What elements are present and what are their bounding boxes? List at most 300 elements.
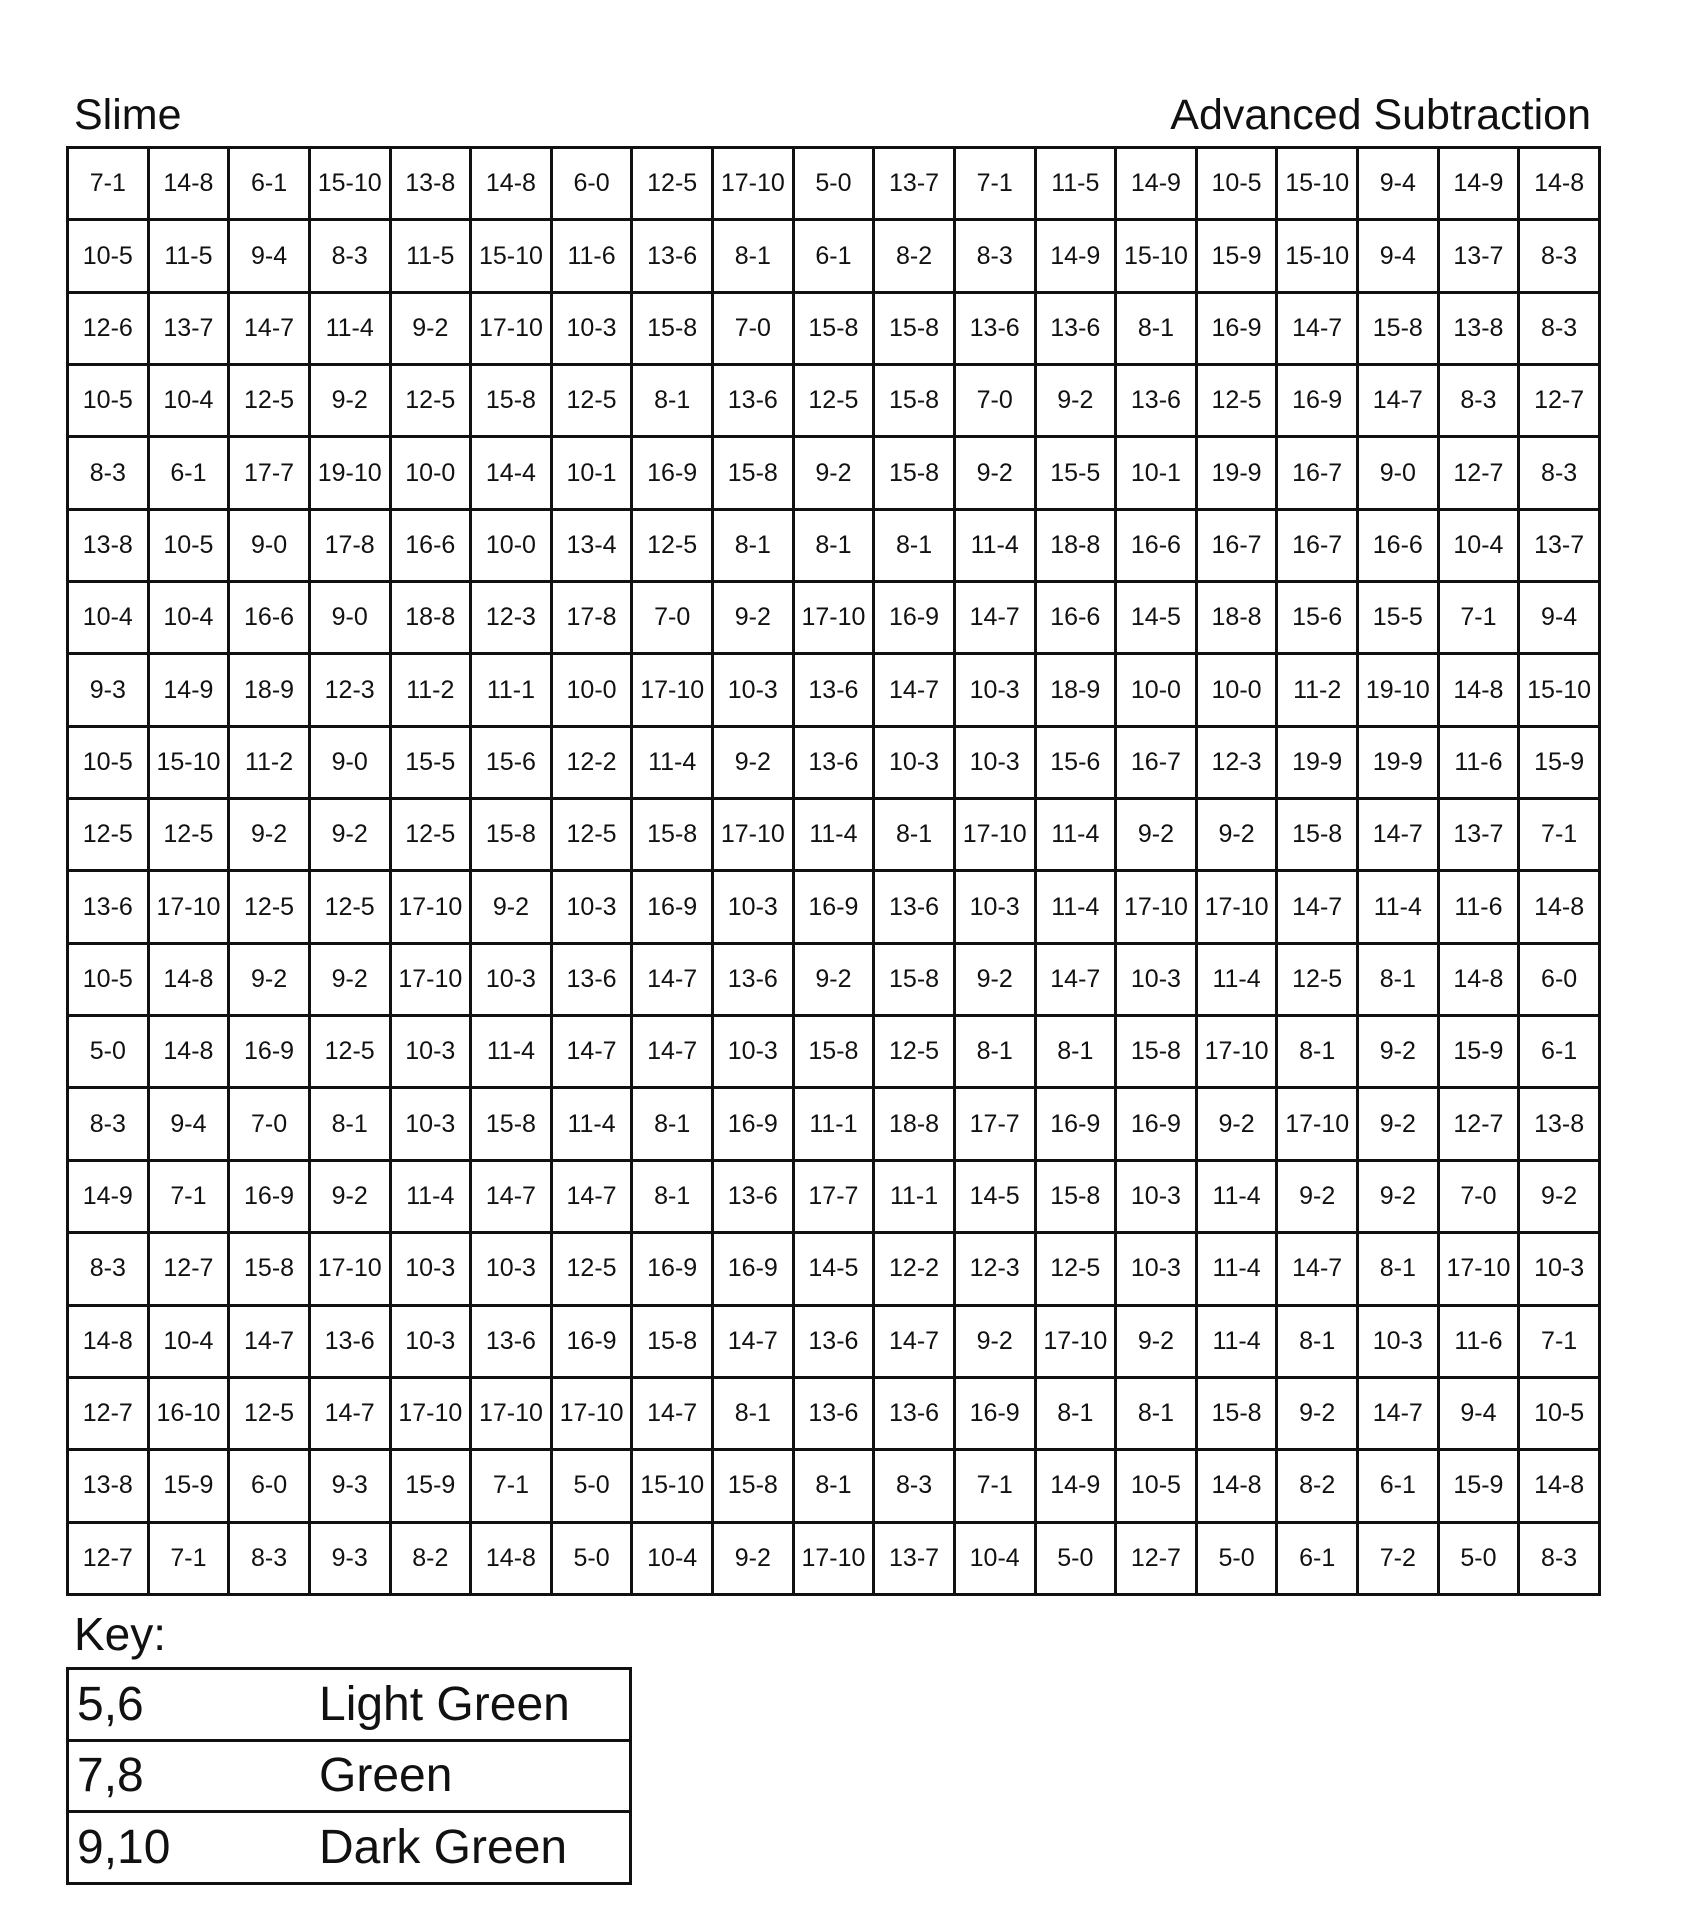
grid-cell[interactable]: 12-3: [1196, 726, 1277, 798]
grid-cell[interactable]: 17-10: [390, 871, 471, 943]
grid-cell[interactable]: 12-5: [309, 871, 390, 943]
grid-cell[interactable]: 14-7: [632, 1377, 713, 1449]
grid-cell[interactable]: 12-2: [551, 726, 632, 798]
grid-cell[interactable]: 16-7: [1116, 726, 1197, 798]
grid-cell[interactable]: 9-2: [1277, 1160, 1358, 1232]
grid-cell[interactable]: 15-5: [390, 726, 471, 798]
grid-cell[interactable]: 8-1: [954, 1016, 1035, 1088]
grid-cell[interactable]: 13-7: [148, 292, 229, 364]
grid-cell[interactable]: 15-8: [471, 365, 552, 437]
grid-cell[interactable]: 8-3: [1519, 292, 1600, 364]
grid-cell[interactable]: 10-3: [1116, 943, 1197, 1015]
grid-cell[interactable]: 15-8: [874, 943, 955, 1015]
grid-cell[interactable]: 13-7: [874, 1522, 955, 1594]
grid-cell[interactable]: 8-3: [874, 1450, 955, 1522]
grid-cell[interactable]: 8-1: [713, 509, 794, 581]
grid-cell[interactable]: 15-8: [793, 292, 874, 364]
grid-cell[interactable]: 14-8: [68, 1305, 149, 1377]
grid-cell[interactable]: 14-5: [954, 1160, 1035, 1232]
grid-cell[interactable]: 8-1: [713, 220, 794, 292]
grid-cell[interactable]: 16-7: [1277, 437, 1358, 509]
grid-cell[interactable]: 10-1: [551, 437, 632, 509]
grid-cell[interactable]: 5-0: [68, 1016, 149, 1088]
grid-cell[interactable]: 9-2: [1358, 1088, 1439, 1160]
grid-cell[interactable]: 10-3: [551, 871, 632, 943]
grid-cell[interactable]: 12-5: [229, 365, 310, 437]
grid-cell[interactable]: 15-6: [471, 726, 552, 798]
grid-cell[interactable]: 13-6: [713, 1160, 794, 1232]
grid-cell[interactable]: 8-1: [793, 1450, 874, 1522]
grid-cell[interactable]: 9-2: [713, 1522, 794, 1594]
grid-cell[interactable]: 16-7: [1196, 509, 1277, 581]
grid-cell[interactable]: 12-5: [229, 871, 310, 943]
grid-cell[interactable]: 12-7: [68, 1522, 149, 1594]
grid-cell[interactable]: 12-5: [874, 1016, 955, 1088]
grid-cell[interactable]: 15-9: [1519, 726, 1600, 798]
grid-cell[interactable]: 19-9: [1196, 437, 1277, 509]
grid-cell[interactable]: 13-6: [793, 654, 874, 726]
grid-cell[interactable]: 7-1: [148, 1522, 229, 1594]
grid-cell[interactable]: 13-6: [793, 1305, 874, 1377]
grid-cell[interactable]: 17-10: [1277, 1088, 1358, 1160]
grid-cell[interactable]: 17-10: [471, 1377, 552, 1449]
grid-cell[interactable]: 16-9: [1277, 365, 1358, 437]
grid-cell[interactable]: 10-4: [148, 1305, 229, 1377]
grid-cell[interactable]: 9-2: [713, 582, 794, 654]
grid-cell[interactable]: 15-8: [229, 1233, 310, 1305]
grid-cell[interactable]: 12-5: [632, 509, 713, 581]
grid-cell[interactable]: 11-4: [1196, 943, 1277, 1015]
grid-cell[interactable]: 17-8: [309, 509, 390, 581]
grid-cell[interactable]: 10-3: [390, 1088, 471, 1160]
grid-cell[interactable]: 14-7: [874, 654, 955, 726]
grid-cell[interactable]: 8-3: [68, 1233, 149, 1305]
grid-cell[interactable]: 13-8: [1438, 292, 1519, 364]
grid-cell[interactable]: 10-0: [1196, 654, 1277, 726]
grid-cell[interactable]: 10-3: [390, 1016, 471, 1088]
grid-cell[interactable]: 9-0: [229, 509, 310, 581]
grid-cell[interactable]: 9-2: [1196, 799, 1277, 871]
grid-cell[interactable]: 14-5: [793, 1233, 874, 1305]
grid-cell[interactable]: 9-4: [229, 220, 310, 292]
grid-cell[interactable]: 10-3: [713, 871, 794, 943]
grid-cell[interactable]: 8-3: [309, 220, 390, 292]
grid-cell[interactable]: 9-2: [793, 437, 874, 509]
grid-cell[interactable]: 15-8: [632, 292, 713, 364]
grid-cell[interactable]: 10-0: [1116, 654, 1197, 726]
grid-cell[interactable]: 7-0: [632, 582, 713, 654]
grid-cell[interactable]: 14-7: [1035, 943, 1116, 1015]
grid-cell[interactable]: 9-2: [1358, 1160, 1439, 1232]
grid-cell[interactable]: 13-6: [874, 871, 955, 943]
grid-cell[interactable]: 14-8: [1438, 654, 1519, 726]
grid-cell[interactable]: 10-1: [1116, 437, 1197, 509]
grid-cell[interactable]: 12-5: [229, 1377, 310, 1449]
grid-cell[interactable]: 17-10: [793, 582, 874, 654]
grid-cell[interactable]: 13-6: [632, 220, 713, 292]
grid-cell[interactable]: 18-8: [1035, 509, 1116, 581]
grid-cell[interactable]: 13-4: [551, 509, 632, 581]
grid-cell[interactable]: 12-5: [148, 799, 229, 871]
grid-cell[interactable]: 10-0: [471, 509, 552, 581]
grid-cell[interactable]: 8-1: [1358, 943, 1439, 1015]
grid-cell[interactable]: 9-2: [471, 871, 552, 943]
grid-cell[interactable]: 14-5: [1116, 582, 1197, 654]
grid-cell[interactable]: 8-1: [1277, 1016, 1358, 1088]
grid-cell[interactable]: 14-8: [148, 148, 229, 220]
grid-cell[interactable]: 10-3: [713, 1016, 794, 1088]
grid-cell[interactable]: 11-2: [229, 726, 310, 798]
grid-cell[interactable]: 13-7: [1519, 509, 1600, 581]
grid-cell[interactable]: 16-9: [793, 871, 874, 943]
grid-cell[interactable]: 19-10: [309, 437, 390, 509]
grid-cell[interactable]: 13-6: [1035, 292, 1116, 364]
grid-cell[interactable]: 8-1: [309, 1088, 390, 1160]
grid-cell[interactable]: 16-9: [713, 1088, 794, 1160]
grid-cell[interactable]: 12-5: [1277, 943, 1358, 1015]
grid-cell[interactable]: 10-3: [551, 292, 632, 364]
grid-cell[interactable]: 8-3: [954, 220, 1035, 292]
grid-cell[interactable]: 7-1: [148, 1160, 229, 1232]
grid-cell[interactable]: 17-10: [793, 1522, 874, 1594]
grid-cell[interactable]: 16-9: [632, 437, 713, 509]
grid-cell[interactable]: 14-7: [471, 1160, 552, 1232]
grid-cell[interactable]: 11-5: [390, 220, 471, 292]
grid-cell[interactable]: 19-9: [1358, 726, 1439, 798]
grid-cell[interactable]: 17-7: [793, 1160, 874, 1232]
grid-cell[interactable]: 10-5: [1116, 1450, 1197, 1522]
grid-cell[interactable]: 17-10: [148, 871, 229, 943]
grid-cell[interactable]: 7-1: [954, 1450, 1035, 1522]
grid-cell[interactable]: 13-8: [68, 1450, 149, 1522]
grid-cell[interactable]: 10-3: [390, 1305, 471, 1377]
grid-cell[interactable]: 16-9: [1196, 292, 1277, 364]
grid-cell[interactable]: 8-2: [874, 220, 955, 292]
grid-cell[interactable]: 9-2: [954, 943, 1035, 1015]
grid-cell[interactable]: 5-0: [551, 1522, 632, 1594]
grid-cell[interactable]: 16-7: [1277, 509, 1358, 581]
grid-cell[interactable]: 15-8: [1358, 292, 1439, 364]
grid-cell[interactable]: 9-2: [309, 799, 390, 871]
grid-cell[interactable]: 11-6: [1438, 871, 1519, 943]
grid-cell[interactable]: 8-3: [1519, 1522, 1600, 1594]
grid-cell[interactable]: 5-0: [1035, 1522, 1116, 1594]
grid-cell[interactable]: 14-7: [229, 1305, 310, 1377]
grid-cell[interactable]: 15-8: [632, 799, 713, 871]
grid-cell[interactable]: 15-8: [713, 437, 794, 509]
grid-cell[interactable]: 8-1: [1035, 1377, 1116, 1449]
grid-cell[interactable]: 17-10: [1196, 1016, 1277, 1088]
grid-cell[interactable]: 10-0: [551, 654, 632, 726]
grid-cell[interactable]: 17-10: [309, 1233, 390, 1305]
grid-cell[interactable]: 11-4: [471, 1016, 552, 1088]
grid-cell[interactable]: 10-3: [471, 1233, 552, 1305]
grid-cell[interactable]: 15-10: [1277, 148, 1358, 220]
grid-cell[interactable]: 13-6: [793, 1377, 874, 1449]
grid-cell[interactable]: 16-6: [1035, 582, 1116, 654]
grid-cell[interactable]: 9-2: [954, 1305, 1035, 1377]
grid-cell[interactable]: 16-9: [551, 1305, 632, 1377]
grid-cell[interactable]: 10-3: [713, 654, 794, 726]
grid-cell[interactable]: 12-2: [874, 1233, 955, 1305]
grid-cell[interactable]: 10-4: [148, 365, 229, 437]
grid-cell[interactable]: 7-1: [1519, 799, 1600, 871]
grid-cell[interactable]: 14-7: [1277, 292, 1358, 364]
grid-cell[interactable]: 9-4: [1519, 582, 1600, 654]
grid-cell[interactable]: 14-4: [471, 437, 552, 509]
grid-cell[interactable]: 13-6: [793, 726, 874, 798]
grid-cell[interactable]: 17-10: [713, 148, 794, 220]
grid-cell[interactable]: 8-1: [1116, 1377, 1197, 1449]
grid-cell[interactable]: 9-0: [309, 726, 390, 798]
grid-cell[interactable]: 15-10: [471, 220, 552, 292]
grid-cell[interactable]: 15-9: [1438, 1016, 1519, 1088]
grid-cell[interactable]: 6-1: [1277, 1522, 1358, 1594]
grid-cell[interactable]: 14-8: [1519, 148, 1600, 220]
grid-cell[interactable]: 11-4: [954, 509, 1035, 581]
grid-cell[interactable]: 7-0: [713, 292, 794, 364]
grid-cell[interactable]: 16-9: [229, 1160, 310, 1232]
grid-cell[interactable]: 9-0: [1358, 437, 1439, 509]
grid-cell[interactable]: 16-9: [632, 1233, 713, 1305]
grid-cell[interactable]: 12-7: [1519, 365, 1600, 437]
grid-cell[interactable]: 16-9: [874, 582, 955, 654]
grid-cell[interactable]: 12-5: [793, 365, 874, 437]
grid-cell[interactable]: 16-9: [229, 1016, 310, 1088]
grid-cell[interactable]: 17-10: [551, 1377, 632, 1449]
grid-cell[interactable]: 13-6: [1116, 365, 1197, 437]
grid-cell[interactable]: 18-8: [874, 1088, 955, 1160]
grid-cell[interactable]: 11-1: [471, 654, 552, 726]
grid-cell[interactable]: 9-2: [229, 943, 310, 1015]
grid-cell[interactable]: 15-8: [874, 365, 955, 437]
grid-cell[interactable]: 17-10: [1438, 1233, 1519, 1305]
grid-cell[interactable]: 18-8: [390, 582, 471, 654]
grid-cell[interactable]: 10-5: [1519, 1377, 1600, 1449]
grid-cell[interactable]: 10-5: [148, 509, 229, 581]
grid-cell[interactable]: 15-6: [1277, 582, 1358, 654]
grid-cell[interactable]: 17-7: [954, 1088, 1035, 1160]
grid-cell[interactable]: 14-8: [1438, 943, 1519, 1015]
grid-cell[interactable]: 7-0: [954, 365, 1035, 437]
grid-cell[interactable]: 14-8: [1519, 871, 1600, 943]
grid-cell[interactable]: 15-8: [1035, 1160, 1116, 1232]
grid-cell[interactable]: 15-5: [1358, 582, 1439, 654]
grid-cell[interactable]: 9-4: [148, 1088, 229, 1160]
grid-cell[interactable]: 9-3: [68, 654, 149, 726]
grid-cell[interactable]: 10-3: [1358, 1305, 1439, 1377]
grid-cell[interactable]: 18-9: [1035, 654, 1116, 726]
grid-cell[interactable]: 9-4: [1358, 220, 1439, 292]
grid-cell[interactable]: 17-10: [954, 799, 1035, 871]
grid-cell[interactable]: 14-8: [148, 1016, 229, 1088]
grid-cell[interactable]: 7-1: [471, 1450, 552, 1522]
grid-cell[interactable]: 8-1: [632, 1088, 713, 1160]
grid-cell[interactable]: 14-7: [713, 1305, 794, 1377]
grid-cell[interactable]: 5-0: [551, 1450, 632, 1522]
grid-cell[interactable]: 19-10: [1358, 654, 1439, 726]
grid-cell[interactable]: 12-5: [390, 365, 471, 437]
grid-cell[interactable]: 9-2: [1196, 1088, 1277, 1160]
grid-cell[interactable]: 9-2: [1035, 365, 1116, 437]
grid-cell[interactable]: 10-5: [68, 726, 149, 798]
grid-cell[interactable]: 10-4: [68, 582, 149, 654]
grid-cell[interactable]: 5-0: [1196, 1522, 1277, 1594]
grid-cell[interactable]: 12-7: [1438, 1088, 1519, 1160]
grid-cell[interactable]: 16-6: [1358, 509, 1439, 581]
grid-cell[interactable]: 8-1: [1035, 1016, 1116, 1088]
grid-cell[interactable]: 16-6: [229, 582, 310, 654]
grid-cell[interactable]: 12-3: [471, 582, 552, 654]
grid-cell[interactable]: 16-9: [1116, 1088, 1197, 1160]
grid-cell[interactable]: 12-5: [551, 365, 632, 437]
grid-cell[interactable]: 9-3: [309, 1522, 390, 1594]
grid-cell[interactable]: 8-2: [390, 1522, 471, 1594]
grid-cell[interactable]: 15-8: [1116, 1016, 1197, 1088]
grid-cell[interactable]: 10-4: [632, 1522, 713, 1594]
grid-cell[interactable]: 12-3: [309, 654, 390, 726]
grid-cell[interactable]: 9-2: [309, 365, 390, 437]
grid-cell[interactable]: 10-3: [954, 654, 1035, 726]
grid-cell[interactable]: 14-8: [471, 148, 552, 220]
grid-cell[interactable]: 9-2: [793, 943, 874, 1015]
grid-cell[interactable]: 6-0: [1519, 943, 1600, 1015]
grid-cell[interactable]: 15-10: [309, 148, 390, 220]
grid-cell[interactable]: 9-2: [1116, 799, 1197, 871]
grid-cell[interactable]: 7-1: [954, 148, 1035, 220]
grid-cell[interactable]: 14-7: [1277, 1233, 1358, 1305]
grid-cell[interactable]: 10-5: [68, 220, 149, 292]
grid-cell[interactable]: 15-8: [793, 1016, 874, 1088]
grid-cell[interactable]: 9-2: [309, 943, 390, 1015]
grid-cell[interactable]: 14-7: [632, 943, 713, 1015]
grid-cell[interactable]: 17-10: [390, 943, 471, 1015]
grid-cell[interactable]: 11-4: [551, 1088, 632, 1160]
grid-cell[interactable]: 17-10: [1196, 871, 1277, 943]
grid-cell[interactable]: 8-3: [68, 1088, 149, 1160]
grid-cell[interactable]: 6-1: [148, 437, 229, 509]
grid-cell[interactable]: 9-2: [1116, 1305, 1197, 1377]
grid-cell[interactable]: 17-10: [713, 799, 794, 871]
grid-cell[interactable]: 17-8: [551, 582, 632, 654]
grid-cell[interactable]: 8-1: [632, 1160, 713, 1232]
grid-cell[interactable]: 12-7: [1116, 1522, 1197, 1594]
grid-cell[interactable]: 9-2: [1519, 1160, 1600, 1232]
grid-cell[interactable]: 14-9: [148, 654, 229, 726]
grid-cell[interactable]: 11-2: [1277, 654, 1358, 726]
grid-cell[interactable]: 10-4: [148, 582, 229, 654]
grid-cell[interactable]: 14-7: [874, 1305, 955, 1377]
grid-cell[interactable]: 15-9: [148, 1450, 229, 1522]
grid-cell[interactable]: 6-0: [229, 1450, 310, 1522]
grid-cell[interactable]: 8-3: [229, 1522, 310, 1594]
grid-cell[interactable]: 11-2: [390, 654, 471, 726]
grid-cell[interactable]: 12-5: [632, 148, 713, 220]
grid-cell[interactable]: 8-2: [1277, 1450, 1358, 1522]
grid-cell[interactable]: 9-2: [713, 726, 794, 798]
grid-cell[interactable]: 14-9: [1035, 1450, 1116, 1522]
grid-cell[interactable]: 11-4: [1196, 1305, 1277, 1377]
grid-cell[interactable]: 13-6: [68, 871, 149, 943]
grid-cell[interactable]: 17-10: [390, 1377, 471, 1449]
grid-cell[interactable]: 16-9: [713, 1233, 794, 1305]
grid-cell[interactable]: 13-8: [1519, 1088, 1600, 1160]
grid-cell[interactable]: 19-9: [1277, 726, 1358, 798]
grid-cell[interactable]: 10-3: [954, 726, 1035, 798]
grid-cell[interactable]: 13-6: [713, 943, 794, 1015]
grid-cell[interactable]: 9-2: [229, 799, 310, 871]
grid-cell[interactable]: 15-10: [148, 726, 229, 798]
grid-cell[interactable]: 13-8: [68, 509, 149, 581]
grid-cell[interactable]: 9-2: [309, 1160, 390, 1232]
grid-cell[interactable]: 9-4: [1438, 1377, 1519, 1449]
grid-cell[interactable]: 14-7: [1358, 1377, 1439, 1449]
grid-cell[interactable]: 14-7: [1358, 365, 1439, 437]
grid-cell[interactable]: 10-4: [954, 1522, 1035, 1594]
grid-cell[interactable]: 15-9: [1438, 1450, 1519, 1522]
grid-cell[interactable]: 8-1: [874, 509, 955, 581]
grid-cell[interactable]: 9-0: [309, 582, 390, 654]
grid-cell[interactable]: 10-3: [1116, 1160, 1197, 1232]
grid-cell[interactable]: 10-5: [68, 943, 149, 1015]
grid-cell[interactable]: 13-6: [471, 1305, 552, 1377]
grid-cell[interactable]: 12-7: [68, 1377, 149, 1449]
grid-cell[interactable]: 15-8: [632, 1305, 713, 1377]
grid-cell[interactable]: 12-5: [551, 1233, 632, 1305]
grid-cell[interactable]: 11-4: [793, 799, 874, 871]
grid-cell[interactable]: 12-7: [148, 1233, 229, 1305]
grid-cell[interactable]: 12-6: [68, 292, 149, 364]
grid-cell[interactable]: 16-9: [1035, 1088, 1116, 1160]
grid-cell[interactable]: 11-1: [793, 1088, 874, 1160]
grid-cell[interactable]: 11-4: [390, 1160, 471, 1232]
grid-cell[interactable]: 8-1: [632, 365, 713, 437]
grid-cell[interactable]: 10-5: [1196, 148, 1277, 220]
grid-cell[interactable]: 6-1: [1519, 1016, 1600, 1088]
grid-cell[interactable]: 8-3: [1519, 220, 1600, 292]
grid-cell[interactable]: 14-9: [1035, 220, 1116, 292]
grid-cell[interactable]: 14-9: [1116, 148, 1197, 220]
grid-cell[interactable]: 13-6: [309, 1305, 390, 1377]
grid-cell[interactable]: 15-8: [471, 799, 552, 871]
grid-cell[interactable]: 8-3: [1438, 365, 1519, 437]
grid-cell[interactable]: 12-5: [390, 799, 471, 871]
grid-cell[interactable]: 9-4: [1358, 148, 1439, 220]
grid-cell[interactable]: 16-9: [954, 1377, 1035, 1449]
grid-cell[interactable]: 11-4: [1035, 871, 1116, 943]
grid-cell[interactable]: 14-7: [1358, 799, 1439, 871]
grid-cell[interactable]: 8-3: [1519, 437, 1600, 509]
grid-cell[interactable]: 9-3: [309, 1450, 390, 1522]
grid-cell[interactable]: 14-7: [551, 1160, 632, 1232]
grid-cell[interactable]: 14-8: [471, 1522, 552, 1594]
grid-cell[interactable]: 13-7: [1438, 799, 1519, 871]
grid-cell[interactable]: 14-7: [632, 1016, 713, 1088]
grid-cell[interactable]: 9-2: [1277, 1377, 1358, 1449]
grid-cell[interactable]: 8-3: [68, 437, 149, 509]
grid-cell[interactable]: 10-0: [390, 437, 471, 509]
grid-cell[interactable]: 5-0: [793, 148, 874, 220]
grid-cell[interactable]: 17-10: [471, 292, 552, 364]
grid-cell[interactable]: 9-2: [954, 437, 1035, 509]
grid-cell[interactable]: 10-3: [1519, 1233, 1600, 1305]
grid-cell[interactable]: 12-3: [954, 1233, 1035, 1305]
grid-cell[interactable]: 14-7: [551, 1016, 632, 1088]
grid-cell[interactable]: 13-8: [390, 148, 471, 220]
grid-cell[interactable]: 17-7: [229, 437, 310, 509]
grid-cell[interactable]: 11-4: [309, 292, 390, 364]
grid-cell[interactable]: 14-7: [309, 1377, 390, 1449]
